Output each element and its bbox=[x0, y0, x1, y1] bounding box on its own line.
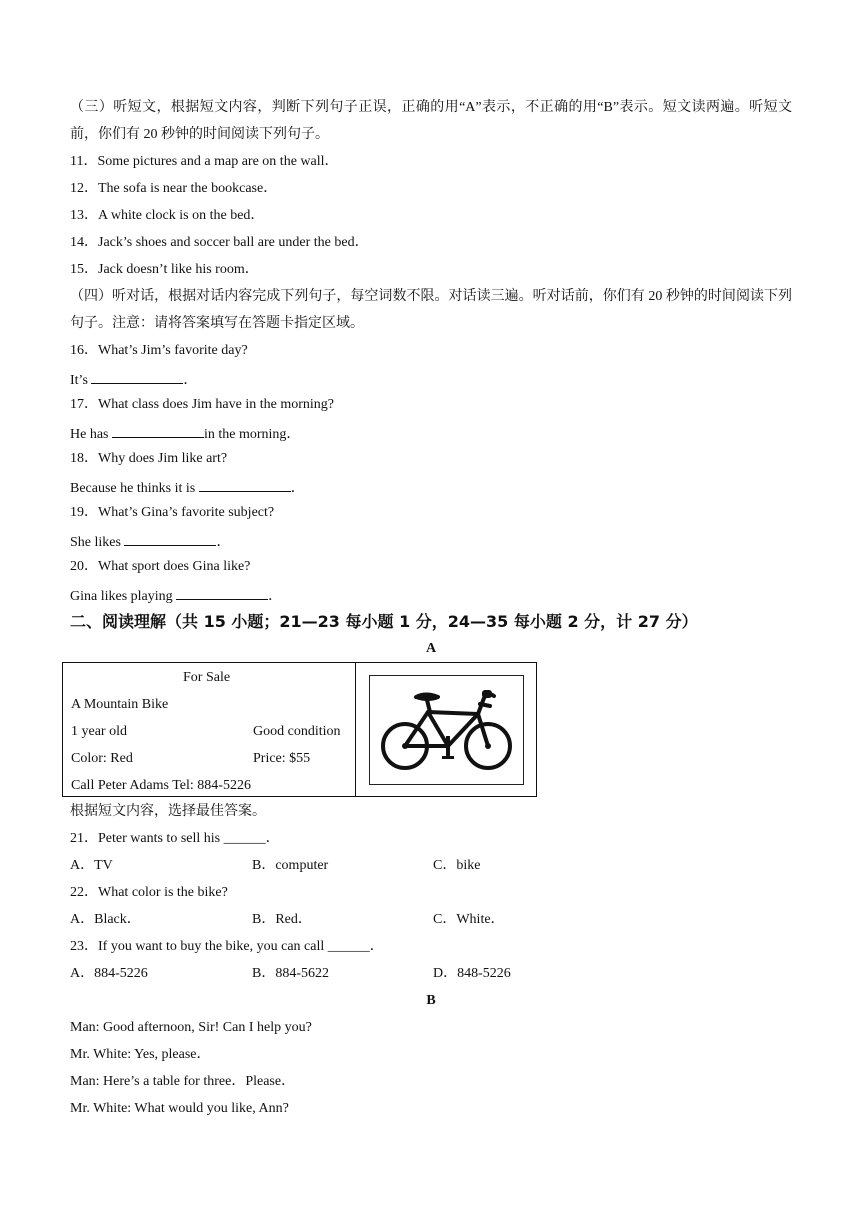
option-22-b[interactable]: B．Red． bbox=[252, 912, 312, 927]
dialogue-line: Man: Here’s a table for three．Please． bbox=[70, 1074, 296, 1089]
section3-instructions: （三）听短文，根据短文内容，判断下列句子正误，正确的用“A”表示，不正确的用“B”表示。短文读两遍。听短文前，你们有 20 秒钟的时间阅读下列句子。 bbox=[70, 100, 792, 142]
option-23-a[interactable]: A．884-5226 bbox=[70, 966, 148, 981]
statement-14: 14．Jack’s shoes and soccer ball are under the bed． bbox=[70, 235, 369, 250]
question-17: 17．What class does Jim have in the morning? bbox=[70, 397, 334, 412]
question-18: 18．Why does Jim like art? bbox=[70, 451, 228, 466]
answer-blank-17[interactable] bbox=[112, 422, 204, 438]
statement-11: 11．Some pictures and a map are on the wall． bbox=[70, 154, 339, 169]
question-22: 22．What color is the bike? bbox=[70, 885, 228, 900]
answer-blank-20[interactable] bbox=[176, 584, 268, 600]
statement-15: 15．Jack doesn’t like his room． bbox=[70, 262, 259, 277]
question-23: 23．If you want to buy the bike, you can call ______． bbox=[70, 939, 384, 954]
option-21-a[interactable]: A．TV bbox=[70, 858, 113, 873]
statement-13: 13．A white clock is on the bed． bbox=[70, 208, 265, 223]
answer-line-18: Because he thinks it is ． bbox=[70, 476, 305, 499]
answer-blank-19[interactable] bbox=[124, 530, 216, 546]
question-19: 19．What’s Gina’s favorite subject? bbox=[70, 505, 275, 520]
statement-12: 12．The sofa is near the bookcase． bbox=[70, 181, 278, 196]
answer-line-20: Gina likes playing ． bbox=[70, 584, 282, 607]
passage-b-label: B bbox=[426, 993, 436, 1008]
ad-price: Price: $55 bbox=[253, 751, 311, 766]
ad-divider bbox=[355, 663, 356, 796]
answer-blank-16[interactable] bbox=[91, 368, 183, 384]
for-sale-ad bbox=[62, 662, 537, 797]
option-23-b[interactable]: B．884-5622 bbox=[252, 966, 329, 981]
question-16: 16．What’s Jim’s favorite day? bbox=[70, 343, 248, 358]
question-20: 20．What sport does Gina like? bbox=[70, 559, 251, 574]
ad-title: For Sale bbox=[183, 670, 231, 685]
answer-line-19: She likes ． bbox=[70, 530, 230, 553]
section4-instructions: （四）听对话，根据对话内容完成下列句子，每空词数不限。对话读三遍。听对话前，你们有 20 秒钟的时间阅读下列句子。注意：请将答案填写在答题卡指定区域。 bbox=[70, 289, 792, 331]
option-21-b[interactable]: B．computer bbox=[252, 858, 329, 873]
option-21-c[interactable]: C．bike bbox=[433, 858, 481, 873]
option-22-c[interactable]: C．White． bbox=[433, 912, 505, 927]
question-21: 21．Peter wants to sell his ______． bbox=[70, 831, 280, 846]
answer-line-16: It’s ． bbox=[70, 368, 197, 391]
passage-a-label: A bbox=[425, 641, 437, 656]
answer-line-17: He has in the morning． bbox=[70, 422, 300, 445]
dialogue-line: Man: Good afternoon, Sir! Can I help you? bbox=[70, 1020, 312, 1035]
ad-item: A Mountain Bike bbox=[71, 697, 169, 712]
ad-color: Color: Red bbox=[71, 751, 133, 766]
ad-condition: Good condition bbox=[253, 724, 341, 739]
ad-contact: Call Peter Adams Tel: 884-5226 bbox=[71, 778, 251, 793]
dialogue-line: Mr. White: Yes, please． bbox=[70, 1047, 211, 1062]
ad-age: 1 year old bbox=[71, 724, 127, 739]
option-22-a[interactable]: A．Black． bbox=[70, 912, 141, 927]
option-23-d[interactable]: D．848-5226 bbox=[433, 966, 511, 981]
answer-blank-18[interactable] bbox=[199, 476, 291, 492]
dialogue-line: Mr. White: What would you like, Ann? bbox=[70, 1101, 289, 1116]
reading-instruction: 根据短文内容，选择最佳答案。 bbox=[70, 804, 266, 819]
reading-section-heading: 二、阅读理解（共 15 小题；21—23 每小题 1 分，24—35 每小题 2 分，计 27 分） bbox=[70, 612, 698, 631]
bicycle-icon bbox=[370, 676, 522, 783]
bike-picture bbox=[369, 675, 524, 785]
